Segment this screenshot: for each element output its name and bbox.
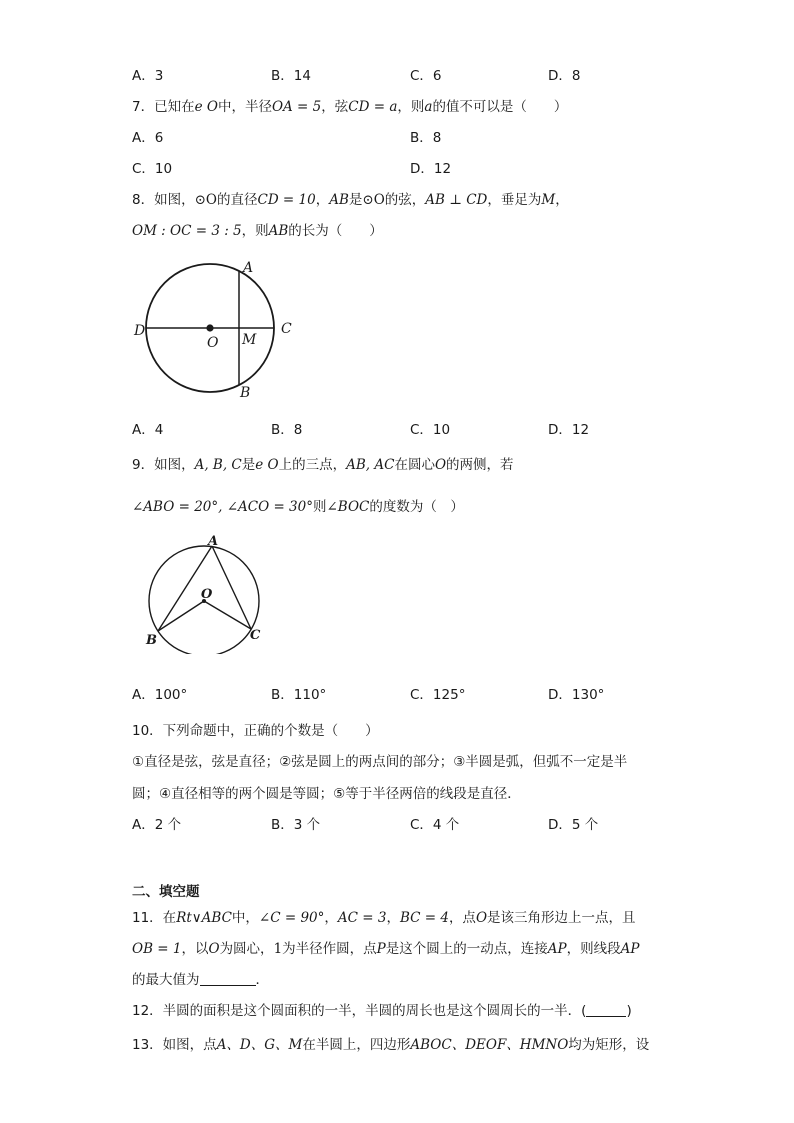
q9-segment-ac (212, 546, 251, 629)
q8-stem-line1: 8．如图，⊙O的直径CD = 10，AB是⊙O的弦，AB ⊥ CD，垂足为M， (132, 192, 569, 208)
q6-option-d: D．8 (548, 68, 581, 84)
q9-option-b: B．110° (271, 687, 327, 703)
q9-option-d: D．130° (548, 687, 605, 703)
q8-figure (128, 255, 308, 405)
q9-label-b: B (146, 633, 157, 648)
q7-option-a: A．6 (132, 130, 164, 146)
q8-option-a: A．4 (132, 422, 164, 438)
q8-option-b: B．8 (271, 422, 303, 438)
q8-label-d: D (134, 323, 146, 339)
q10-option-c: C．4 个 (410, 817, 460, 833)
q9-figure (140, 532, 270, 654)
q11-line1: 11．在Rt∨ABC中，∠C = 90°，AC = 3，BC = 4，点O是该三角形边上一点，且 (132, 910, 636, 926)
q7-stem: 7．已知在e O中，半径OA = 5，弦CD = a，则a的值不可以是（ ） (132, 99, 568, 115)
q11-line2: OB = 1，以O为圆心，1为半径作圆，点P是这个圆上的一动点，连接AP，则线段AP (132, 941, 640, 957)
q8-option-c: C．10 (410, 422, 451, 438)
q9-label-a: A (208, 534, 219, 549)
q7-option-c: C．10 (132, 161, 173, 177)
q7-option-b: B．8 (410, 130, 442, 146)
q9-label-c: C (250, 628, 261, 643)
q9-stem-line1: 9．如图，A, B, C是e O上的三点，AB, AC在圆心O的两侧，若 (132, 457, 514, 473)
q8-label-b: B (240, 385, 251, 401)
q11-line3: 的最大值为 ． (132, 972, 269, 988)
q10-option-d: D．5 个 (548, 817, 599, 833)
q8-label-o: O (207, 335, 219, 351)
q8-label-m: M (242, 332, 257, 348)
q6-option-a: A．3 (132, 68, 164, 84)
q10-stem: 10．下列命题中，正确的个数是（ ） (132, 723, 379, 739)
q6-option-c: C．6 (410, 68, 442, 84)
q12-answer-blank[interactable] (586, 1002, 626, 1017)
q9-option-c: C．125° (410, 687, 466, 703)
q7-option-d: D．12 (410, 161, 452, 177)
q10-option-a: A．2 个 (132, 817, 182, 833)
q8-option-d: D．12 (548, 422, 590, 438)
q9-stem-line2: ∠ABO = 20°, ∠ACO = 30°则∠BOC的度数为（ ） (132, 499, 464, 515)
q9-option-a: A．100° (132, 687, 188, 703)
q9-segment-bo (158, 601, 204, 631)
q10-option-b: B．3 个 (271, 817, 321, 833)
q8-stem-line2: OM : OC = 3 : 5，则AB的长为（ ） (132, 223, 383, 239)
q8-label-a: A (243, 260, 254, 276)
q6-option-b: B．14 (271, 68, 311, 84)
q9-label-o: O (201, 587, 213, 602)
q13-line: 13．如图，点A、D、G、M在半圆上，四边形ABOC、DEOF、HMNO均为矩形，设 (132, 1037, 650, 1053)
section-title-fill-in: 二、填空题 (132, 884, 200, 900)
q10-statements-line2: 圆；④直径相等的两个圆是等圆；⑤等于半径两倍的线段是直径． (132, 786, 521, 802)
q10-statements-line1: ①直径是弦，弦是直径；②弦是圆上的两点间的部分；③半圆是弧，但弧不一定是半 (132, 754, 628, 770)
q11-answer-blank[interactable] (200, 971, 256, 986)
q8-label-c: C (281, 321, 292, 337)
q12-line: 12．半圆的面积是这个圆面积的一半，半圆的周长也是这个圆周长的一半．( ) (132, 1003, 632, 1019)
q8-center-dot (206, 324, 213, 331)
